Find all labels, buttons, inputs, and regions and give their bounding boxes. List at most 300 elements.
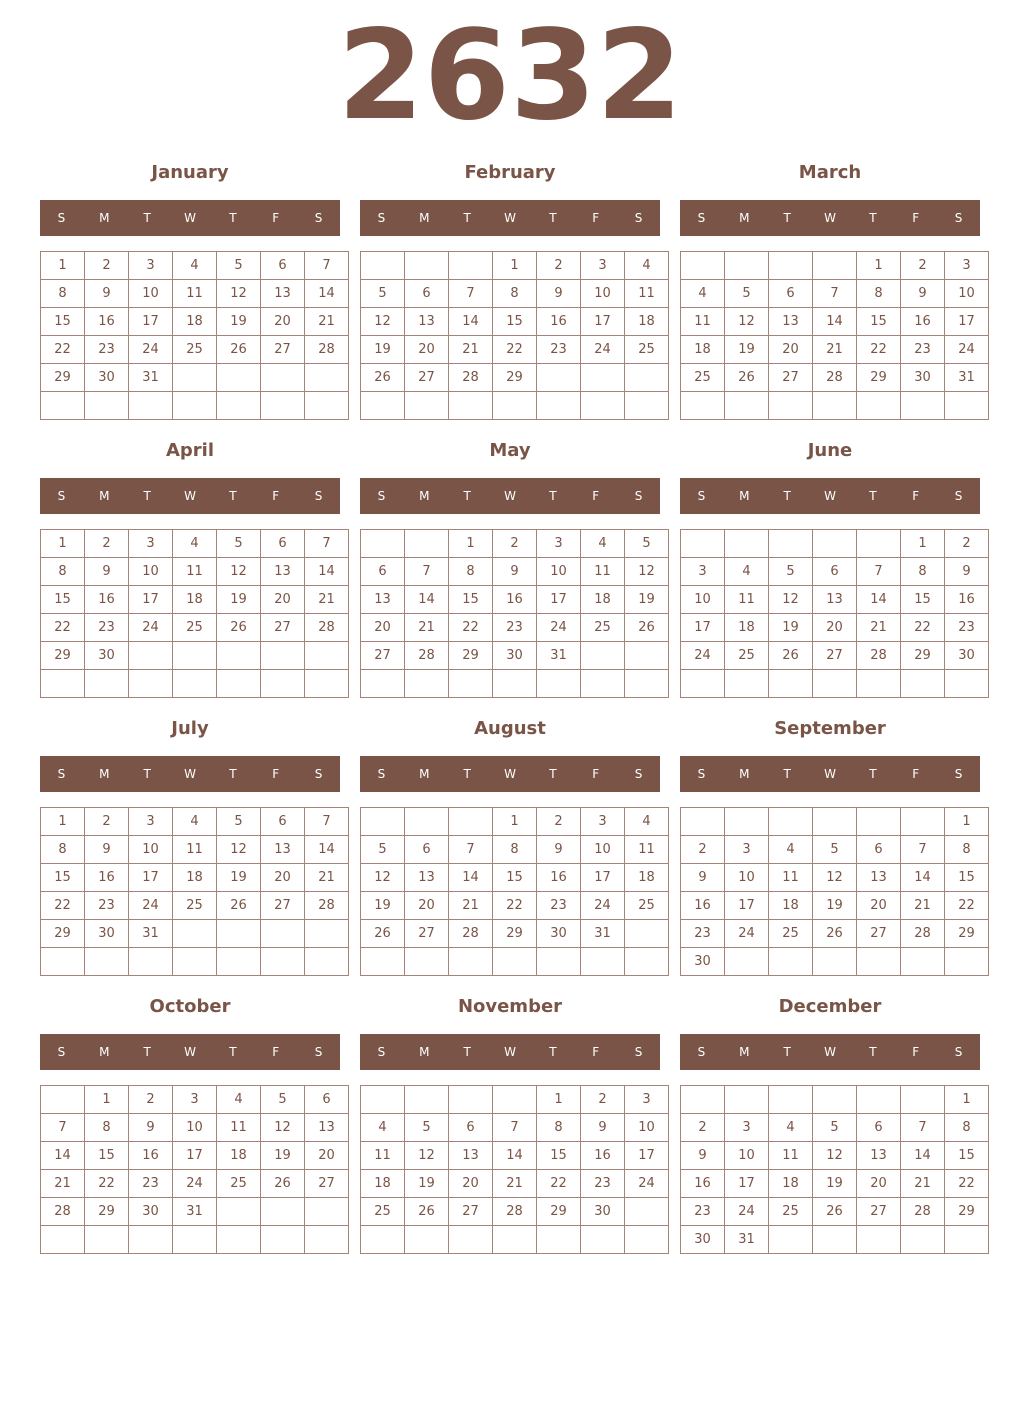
day-cell: 13 bbox=[449, 1142, 493, 1170]
day-cell: 1 bbox=[41, 530, 85, 558]
day-cell: 22 bbox=[537, 1170, 581, 1198]
week-row bbox=[361, 308, 669, 336]
day-cell: 7 bbox=[405, 558, 449, 586]
day-cell: 3 bbox=[581, 808, 625, 836]
weekday-header bbox=[360, 1034, 660, 1070]
day-cell: 12 bbox=[217, 280, 261, 308]
empty-day-cell bbox=[405, 252, 449, 280]
weekday-label: W bbox=[184, 767, 196, 781]
day-cell: 18 bbox=[173, 586, 217, 614]
week-row bbox=[361, 1170, 669, 1198]
day-cell: 28 bbox=[493, 1198, 537, 1226]
empty-day-cell bbox=[173, 1226, 217, 1254]
empty-day-cell bbox=[305, 670, 349, 698]
day-cell: 30 bbox=[945, 642, 989, 670]
day-cell: 15 bbox=[493, 308, 537, 336]
day-cell: 1 bbox=[493, 252, 537, 280]
day-cell: 4 bbox=[625, 808, 669, 836]
day-grid bbox=[40, 807, 349, 976]
day-cell: 21 bbox=[857, 614, 901, 642]
day-cell: 4 bbox=[581, 530, 625, 558]
day-cell: 23 bbox=[681, 1198, 725, 1226]
day-cell: 25 bbox=[725, 642, 769, 670]
day-cell: 24 bbox=[129, 892, 173, 920]
day-cell: 28 bbox=[901, 1198, 945, 1226]
day-cell: 6 bbox=[813, 558, 857, 586]
day-cell: 7 bbox=[305, 808, 349, 836]
week-row bbox=[681, 1170, 989, 1198]
day-cell: 3 bbox=[945, 252, 989, 280]
day-cell: 20 bbox=[857, 1170, 901, 1198]
day-cell: 27 bbox=[769, 364, 813, 392]
empty-day-cell bbox=[581, 364, 625, 392]
week-row bbox=[681, 336, 989, 364]
day-cell: 26 bbox=[725, 364, 769, 392]
week-row bbox=[681, 892, 989, 920]
day-cell: 11 bbox=[581, 558, 625, 586]
empty-day-cell bbox=[769, 530, 813, 558]
day-cell: 21 bbox=[405, 614, 449, 642]
day-cell: 27 bbox=[305, 1170, 349, 1198]
day-cell: 8 bbox=[493, 836, 537, 864]
week-row bbox=[681, 836, 989, 864]
weekday-header bbox=[680, 200, 980, 236]
day-cell: 26 bbox=[625, 614, 669, 642]
day-cell: 21 bbox=[901, 892, 945, 920]
weekday-label: S bbox=[57, 489, 66, 503]
empty-day-cell bbox=[625, 1198, 669, 1226]
day-cell: 18 bbox=[173, 308, 217, 336]
day-cell: 17 bbox=[725, 1170, 769, 1198]
day-cell: 8 bbox=[901, 558, 945, 586]
day-cell: 31 bbox=[581, 920, 625, 948]
day-cell: 2 bbox=[85, 808, 129, 836]
day-cell: 1 bbox=[857, 252, 901, 280]
day-cell: 16 bbox=[681, 892, 725, 920]
empty-day-cell bbox=[41, 948, 85, 976]
day-cell: 30 bbox=[581, 1198, 625, 1226]
weekday-label: S bbox=[634, 1045, 643, 1059]
week-row bbox=[681, 364, 989, 392]
day-cell: 13 bbox=[261, 280, 305, 308]
week-row bbox=[681, 614, 989, 642]
day-cell: 12 bbox=[725, 308, 769, 336]
empty-day-cell bbox=[813, 1226, 857, 1254]
month-name: December bbox=[778, 996, 882, 1017]
day-cell: 25 bbox=[769, 920, 813, 948]
day-cell: 2 bbox=[945, 530, 989, 558]
day-cell: 3 bbox=[581, 252, 625, 280]
empty-day-cell bbox=[725, 530, 769, 558]
week-row bbox=[681, 864, 989, 892]
empty-day-cell bbox=[261, 392, 305, 420]
weekday-label: S bbox=[314, 767, 323, 781]
day-cell: 1 bbox=[449, 530, 493, 558]
day-cell: 23 bbox=[129, 1170, 173, 1198]
empty-day-cell bbox=[261, 1226, 305, 1254]
day-cell: 9 bbox=[537, 836, 581, 864]
day-cell: 18 bbox=[769, 892, 813, 920]
day-cell: 10 bbox=[725, 1142, 769, 1170]
day-cell: 28 bbox=[901, 920, 945, 948]
empty-day-cell bbox=[217, 948, 261, 976]
day-cell: 10 bbox=[581, 836, 625, 864]
day-cell: 2 bbox=[85, 252, 129, 280]
empty-day-cell bbox=[217, 392, 261, 420]
weekday-label: W bbox=[824, 211, 836, 225]
day-cell: 4 bbox=[725, 558, 769, 586]
day-cell: 6 bbox=[261, 530, 305, 558]
day-cell: 10 bbox=[945, 280, 989, 308]
weekday-label: S bbox=[314, 1045, 323, 1059]
day-cell: 30 bbox=[493, 642, 537, 670]
day-cell: 3 bbox=[173, 1086, 217, 1114]
empty-day-cell bbox=[217, 1198, 261, 1226]
day-cell: 22 bbox=[41, 892, 85, 920]
day-cell: 21 bbox=[449, 336, 493, 364]
day-cell: 14 bbox=[41, 1142, 85, 1170]
day-cell: 12 bbox=[769, 586, 813, 614]
empty-day-cell bbox=[405, 1086, 449, 1114]
day-cell: 7 bbox=[305, 252, 349, 280]
day-cell: 26 bbox=[361, 920, 405, 948]
day-cell: 6 bbox=[261, 252, 305, 280]
day-cell: 22 bbox=[857, 336, 901, 364]
week-row bbox=[41, 808, 349, 836]
empty-day-cell bbox=[625, 670, 669, 698]
weekday-label: F bbox=[912, 211, 920, 225]
empty-day-cell bbox=[681, 392, 725, 420]
day-cell: 3 bbox=[537, 530, 581, 558]
week-row bbox=[41, 864, 349, 892]
day-cell: 5 bbox=[361, 280, 405, 308]
day-cell: 25 bbox=[173, 614, 217, 642]
day-cell: 20 bbox=[857, 892, 901, 920]
day-cell: 24 bbox=[581, 892, 625, 920]
day-cell: 20 bbox=[769, 336, 813, 364]
month-name: June bbox=[807, 440, 853, 461]
weekday-label: S bbox=[314, 489, 323, 503]
weekday-label: S bbox=[697, 1045, 706, 1059]
empty-day-cell bbox=[857, 1086, 901, 1114]
week-row bbox=[681, 948, 989, 976]
weekday-header bbox=[360, 756, 660, 792]
weekday-label: S bbox=[57, 211, 66, 225]
day-cell: 8 bbox=[493, 280, 537, 308]
month-name: July bbox=[171, 718, 209, 739]
week-row bbox=[361, 530, 669, 558]
day-cell: 16 bbox=[493, 586, 537, 614]
day-cell: 29 bbox=[41, 364, 85, 392]
empty-day-cell bbox=[625, 364, 669, 392]
day-cell: 6 bbox=[261, 808, 305, 836]
day-cell: 23 bbox=[901, 336, 945, 364]
week-row bbox=[41, 364, 349, 392]
day-cell: 8 bbox=[945, 1114, 989, 1142]
day-cell: 2 bbox=[901, 252, 945, 280]
weekday-label: S bbox=[954, 1045, 963, 1059]
day-cell: 16 bbox=[537, 308, 581, 336]
day-cell: 14 bbox=[901, 864, 945, 892]
day-cell: 14 bbox=[305, 280, 349, 308]
weekday-label: W bbox=[504, 211, 516, 225]
empty-day-cell bbox=[129, 642, 173, 670]
weekday-label: T bbox=[549, 1045, 557, 1059]
day-cell: 6 bbox=[361, 558, 405, 586]
day-cell: 10 bbox=[625, 1114, 669, 1142]
day-cell: 16 bbox=[681, 1170, 725, 1198]
week-row bbox=[681, 1114, 989, 1142]
day-cell: 16 bbox=[901, 308, 945, 336]
day-cell: 12 bbox=[217, 836, 261, 864]
day-cell: 4 bbox=[681, 280, 725, 308]
day-cell: 1 bbox=[945, 808, 989, 836]
day-cell: 17 bbox=[681, 614, 725, 642]
empty-day-cell bbox=[261, 948, 305, 976]
empty-day-cell bbox=[769, 670, 813, 698]
day-cell: 2 bbox=[493, 530, 537, 558]
weekday-label: T bbox=[143, 489, 151, 503]
day-grid bbox=[360, 807, 669, 976]
day-cell: 31 bbox=[129, 920, 173, 948]
empty-day-cell bbox=[85, 948, 129, 976]
day-cell: 29 bbox=[945, 920, 989, 948]
weekday-label: T bbox=[463, 489, 471, 503]
day-cell: 13 bbox=[405, 864, 449, 892]
day-cell: 31 bbox=[537, 642, 581, 670]
day-cell: 11 bbox=[625, 836, 669, 864]
day-cell: 31 bbox=[725, 1226, 769, 1254]
day-cell: 27 bbox=[261, 614, 305, 642]
day-cell: 22 bbox=[901, 614, 945, 642]
day-cell: 13 bbox=[857, 1142, 901, 1170]
day-cell: 7 bbox=[41, 1114, 85, 1142]
empty-day-cell bbox=[405, 392, 449, 420]
day-cell: 15 bbox=[857, 308, 901, 336]
weekday-label: M bbox=[99, 211, 110, 225]
weekday-label: F bbox=[912, 1045, 920, 1059]
day-cell: 15 bbox=[41, 308, 85, 336]
empty-day-cell bbox=[537, 948, 581, 976]
day-cell: 19 bbox=[261, 1142, 305, 1170]
day-cell: 20 bbox=[261, 308, 305, 336]
day-cell: 27 bbox=[857, 1198, 901, 1226]
week-row bbox=[681, 670, 989, 698]
month-name: November bbox=[457, 996, 563, 1017]
weekday-label: W bbox=[504, 767, 516, 781]
week-row bbox=[361, 1086, 669, 1114]
day-cell: 9 bbox=[129, 1114, 173, 1142]
day-cell: 27 bbox=[261, 892, 305, 920]
day-cell: 24 bbox=[129, 614, 173, 642]
day-cell: 13 bbox=[261, 836, 305, 864]
week-row bbox=[361, 808, 669, 836]
day-cell: 20 bbox=[261, 586, 305, 614]
month-name: January bbox=[151, 162, 229, 183]
empty-day-cell bbox=[537, 392, 581, 420]
day-cell: 26 bbox=[769, 642, 813, 670]
day-cell: 28 bbox=[813, 364, 857, 392]
day-cell: 22 bbox=[85, 1170, 129, 1198]
day-cell: 11 bbox=[681, 308, 725, 336]
weekday-label: S bbox=[634, 767, 643, 781]
day-cell: 20 bbox=[261, 864, 305, 892]
day-cell: 6 bbox=[405, 836, 449, 864]
weekday-label: M bbox=[99, 489, 110, 503]
day-cell: 25 bbox=[361, 1198, 405, 1226]
day-cell: 18 bbox=[581, 586, 625, 614]
day-cell: 8 bbox=[857, 280, 901, 308]
empty-day-cell bbox=[129, 1226, 173, 1254]
empty-day-cell bbox=[769, 808, 813, 836]
day-cell: 19 bbox=[813, 892, 857, 920]
day-cell: 23 bbox=[85, 892, 129, 920]
day-cell: 4 bbox=[173, 252, 217, 280]
day-cell: 7 bbox=[449, 836, 493, 864]
empty-day-cell bbox=[813, 670, 857, 698]
week-row bbox=[41, 1086, 349, 1114]
day-grid bbox=[680, 807, 989, 976]
day-grid bbox=[40, 529, 349, 698]
day-cell: 31 bbox=[173, 1198, 217, 1226]
day-cell: 21 bbox=[813, 336, 857, 364]
week-row bbox=[41, 530, 349, 558]
day-cell: 29 bbox=[85, 1198, 129, 1226]
day-cell: 14 bbox=[305, 836, 349, 864]
day-cell: 5 bbox=[217, 530, 261, 558]
day-cell: 24 bbox=[725, 1198, 769, 1226]
day-cell: 9 bbox=[901, 280, 945, 308]
day-cell: 15 bbox=[449, 586, 493, 614]
day-cell: 19 bbox=[217, 308, 261, 336]
day-cell: 22 bbox=[493, 336, 537, 364]
day-cell: 21 bbox=[305, 864, 349, 892]
month-name: March bbox=[798, 162, 862, 183]
day-cell: 26 bbox=[361, 364, 405, 392]
week-row bbox=[41, 280, 349, 308]
week-row bbox=[361, 392, 669, 420]
day-cell: 26 bbox=[261, 1170, 305, 1198]
empty-day-cell bbox=[857, 1226, 901, 1254]
empty-day-cell bbox=[725, 808, 769, 836]
day-cell: 3 bbox=[129, 252, 173, 280]
empty-day-cell bbox=[405, 670, 449, 698]
empty-day-cell bbox=[681, 670, 725, 698]
empty-day-cell bbox=[85, 392, 129, 420]
day-cell: 19 bbox=[813, 1170, 857, 1198]
day-cell: 15 bbox=[85, 1142, 129, 1170]
empty-day-cell bbox=[85, 670, 129, 698]
day-cell: 3 bbox=[681, 558, 725, 586]
day-cell: 6 bbox=[305, 1086, 349, 1114]
day-cell: 12 bbox=[361, 864, 405, 892]
weekday-label: S bbox=[954, 767, 963, 781]
day-cell: 9 bbox=[945, 558, 989, 586]
day-cell: 24 bbox=[681, 642, 725, 670]
weekday-label: T bbox=[229, 489, 237, 503]
weekday-label: M bbox=[739, 767, 750, 781]
day-cell: 8 bbox=[41, 558, 85, 586]
empty-day-cell bbox=[857, 808, 901, 836]
weekday-label: T bbox=[783, 211, 791, 225]
empty-day-cell bbox=[945, 670, 989, 698]
day-cell: 18 bbox=[769, 1170, 813, 1198]
day-cell: 29 bbox=[537, 1198, 581, 1226]
day-cell: 24 bbox=[173, 1170, 217, 1198]
week-row bbox=[41, 392, 349, 420]
empty-day-cell bbox=[901, 392, 945, 420]
day-cell: 7 bbox=[901, 1114, 945, 1142]
weekday-label: W bbox=[824, 489, 836, 503]
day-cell: 17 bbox=[581, 308, 625, 336]
empty-day-cell bbox=[305, 948, 349, 976]
day-cell: 8 bbox=[41, 836, 85, 864]
empty-day-cell bbox=[361, 530, 405, 558]
day-cell: 28 bbox=[449, 920, 493, 948]
day-cell: 8 bbox=[945, 836, 989, 864]
day-cell: 17 bbox=[581, 864, 625, 892]
day-cell: 7 bbox=[813, 280, 857, 308]
day-cell: 16 bbox=[581, 1142, 625, 1170]
day-cell: 25 bbox=[625, 336, 669, 364]
day-cell: 28 bbox=[305, 614, 349, 642]
week-row bbox=[681, 642, 989, 670]
day-cell: 17 bbox=[945, 308, 989, 336]
day-cell: 2 bbox=[85, 530, 129, 558]
day-cell: 26 bbox=[405, 1198, 449, 1226]
week-row bbox=[361, 1142, 669, 1170]
weekday-label: T bbox=[549, 211, 557, 225]
empty-day-cell bbox=[625, 392, 669, 420]
day-cell: 8 bbox=[41, 280, 85, 308]
day-cell: 9 bbox=[85, 280, 129, 308]
day-cell: 10 bbox=[537, 558, 581, 586]
empty-day-cell bbox=[857, 392, 901, 420]
empty-day-cell bbox=[493, 1226, 537, 1254]
empty-day-cell bbox=[129, 392, 173, 420]
empty-day-cell bbox=[725, 392, 769, 420]
day-cell: 19 bbox=[361, 892, 405, 920]
weekday-header bbox=[360, 478, 660, 514]
weekday-label: T bbox=[143, 1045, 151, 1059]
month-name: February bbox=[464, 162, 556, 183]
day-cell: 12 bbox=[261, 1114, 305, 1142]
empty-day-cell bbox=[537, 1226, 581, 1254]
empty-day-cell bbox=[625, 948, 669, 976]
empty-day-cell bbox=[173, 670, 217, 698]
day-cell: 8 bbox=[85, 1114, 129, 1142]
day-cell: 28 bbox=[449, 364, 493, 392]
week-row bbox=[361, 892, 669, 920]
day-cell: 26 bbox=[813, 920, 857, 948]
day-cell: 25 bbox=[217, 1170, 261, 1198]
empty-day-cell bbox=[581, 642, 625, 670]
week-row bbox=[361, 280, 669, 308]
empty-day-cell bbox=[261, 364, 305, 392]
day-cell: 25 bbox=[173, 892, 217, 920]
day-cell: 24 bbox=[129, 336, 173, 364]
week-row bbox=[681, 308, 989, 336]
day-cell: 31 bbox=[945, 364, 989, 392]
day-cell: 24 bbox=[537, 614, 581, 642]
weekday-label: S bbox=[377, 767, 386, 781]
day-cell: 16 bbox=[945, 586, 989, 614]
day-cell: 3 bbox=[129, 808, 173, 836]
empty-day-cell bbox=[945, 392, 989, 420]
weekday-label: M bbox=[419, 211, 430, 225]
day-cell: 12 bbox=[405, 1142, 449, 1170]
day-cell: 10 bbox=[681, 586, 725, 614]
